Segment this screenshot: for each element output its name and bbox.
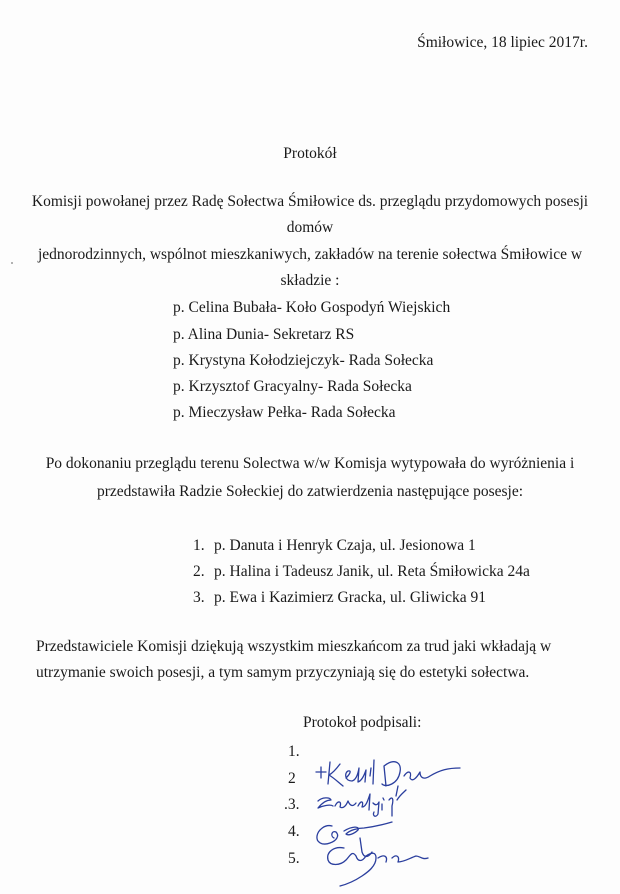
member-item: p. Krystyna Kołodziejczyk- Rada Sołecka — [173, 352, 434, 369]
signature-4-icon — [317, 822, 392, 857]
member-item: p. Mieczysław Pełka- Rada Sołecka — [173, 404, 396, 421]
signature-number: 1. — [288, 743, 300, 760]
document-title: Protokół — [283, 145, 337, 162]
signature-5-icon — [328, 848, 428, 886]
intro-line: Komisji powołanej przez Radę Sołectwa Śmiłowice ds. przeglądu przydomowych posesji — [31, 193, 589, 210]
property-number: 1. — [193, 537, 205, 554]
signature-number: 2 — [288, 770, 296, 787]
scan-speck — [11, 262, 13, 264]
member-item: p. Celina Bubała- Koło Gospodyń Wiejskich — [173, 299, 451, 316]
property-item: p. Danuta i Henryk Czaja, ul. Jesionowa 1 — [214, 537, 476, 554]
property-item: p. Halina i Tadeusz Janik, ul. Reta Śmiłowicka 24a — [214, 563, 530, 580]
property-number: 2. — [193, 563, 205, 580]
thanks-line: Przedstawiciele Komisji dziękują wszystkim mieszkańcom za trud jaki wkładają w — [36, 638, 552, 655]
signature-number: 4. — [288, 823, 300, 840]
property-item: p. Ewa i Kazimierz Gracka, ul. Gliwicka 91 — [214, 589, 487, 606]
signature-number: .3. — [284, 796, 300, 813]
member-item: p. Alina Dunia- Sekretarz RS — [173, 326, 355, 343]
thanks-line: utrzymanie swoich posesji, a tym samym przyczyniają się do estetyki sołectwa. — [36, 664, 530, 681]
intro-line: domów — [286, 219, 334, 236]
intro-line: składzie : — [280, 272, 340, 289]
signature-3-icon — [318, 786, 406, 816]
date-place: Śmiłowice, 18 lipiec 2017r. — [417, 34, 588, 51]
review-line: przedstawiła Radzie Sołeckiej do zatwierdzenia następujące posesje: — [96, 483, 524, 500]
signature-2-icon — [316, 760, 460, 786]
signatures-heading: Protokoł podpisali: — [303, 714, 422, 731]
property-number: 3. — [193, 589, 205, 606]
review-line: Po dokonaniu przeglądu terenu Solectwa w/w Komisja wytypowała do wyróżnienia i — [45, 455, 575, 472]
intro-line: jednorodzinnych, wspólnot mieszkaniwych, zakładów na terenie sołectwa Śmiłowice w — [37, 246, 583, 263]
signature-number: 5. — [288, 850, 300, 867]
member-item: p. Krzysztof Gracyalny- Rada Sołecka — [173, 378, 412, 395]
